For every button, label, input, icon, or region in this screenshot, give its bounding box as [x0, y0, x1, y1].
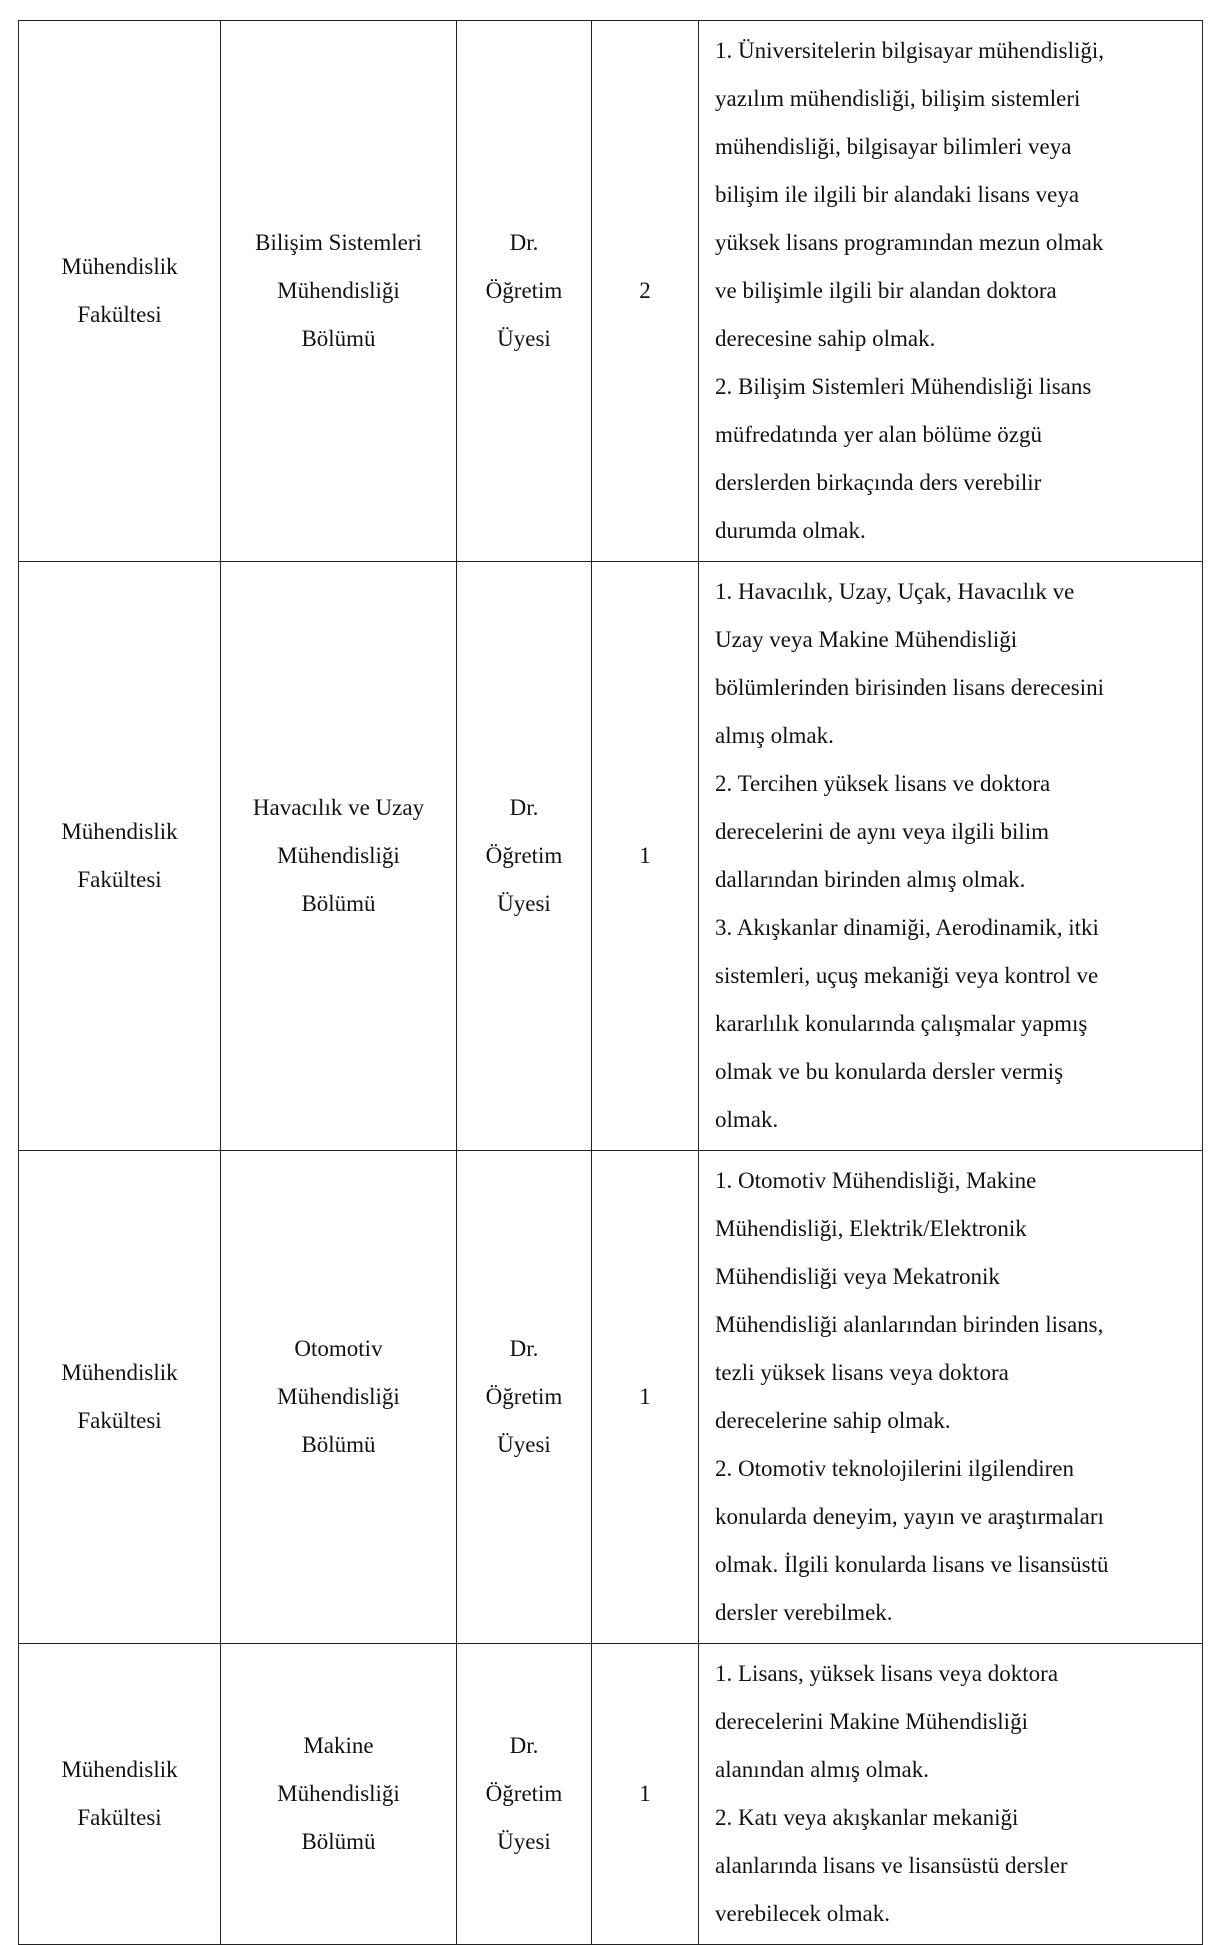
department-cell-line: Bölümü: [301, 1432, 376, 1457]
requirements-cell-line: dersler verebilmek.: [715, 1600, 893, 1625]
requirements-cell-line: olmak.: [715, 1107, 779, 1132]
requirements-cell-line: 1. Lisans, yüksek lisans veya doktora: [715, 1661, 1059, 1686]
requirements-cell-line: derslerden birkaçında ders verebilir: [715, 470, 1042, 495]
requirements-cell-line: 1. Üniversitelerin bilgisayar mühendisliği,: [715, 38, 1105, 63]
requirements-cell-line: ve bilişimle ilgili bir alandan doktora: [715, 278, 1057, 303]
title-cell-line: Öğretim: [485, 278, 563, 303]
department-cell: [221, 1151, 457, 1644]
department-cell-line: Mühendisliği: [277, 1781, 400, 1806]
title-cell-line: Öğretim: [485, 1384, 563, 1409]
department-cell: [221, 562, 457, 1151]
requirements-cell-line: almış olmak.: [715, 723, 834, 748]
title-cell-line: Öğretim: [485, 1781, 563, 1806]
count-cell: 1: [592, 562, 699, 1151]
faculty-cell-line: Fakültesi: [77, 1805, 162, 1830]
table-row: [19, 562, 1203, 1151]
requirements-cell-line: 3. Akışkanlar dinamiği, Aerodinamik, itki: [715, 915, 1099, 940]
faculty-cell-line: Mühendislik: [61, 254, 178, 279]
requirements-cell-line: sistemleri, uçuş mekaniği veya kontrol ve: [715, 963, 1099, 988]
title-cell: [457, 1644, 592, 1945]
requirements-cell: [699, 21, 1203, 562]
title-cell-line: Dr.: [509, 1733, 539, 1758]
count-cell: 1: [592, 1644, 699, 1945]
department-cell: [221, 21, 457, 562]
position-table-body: [19, 21, 1203, 1945]
title-cell: [457, 562, 592, 1151]
requirements-cell-line: 2. Bilişim Sistemleri Mühendisliği lisans: [715, 374, 1092, 399]
title-cell-line: Üyesi: [497, 326, 551, 351]
requirements-cell-line: derecelerini Makine Mühendisliği: [715, 1709, 1028, 1734]
faculty-cell-line: Fakültesi: [77, 1408, 162, 1433]
requirements-cell: [699, 1644, 1203, 1945]
requirements-cell-line: dallarından birinden almış olmak.: [715, 867, 1026, 892]
requirements-cell: [699, 562, 1203, 1151]
requirements-cell-line: olmak ve bu konularda dersler vermiş: [715, 1059, 1064, 1084]
requirements-cell-line: yazılım mühendisliği, bilişim sistemleri: [715, 86, 1081, 111]
requirements-cell-line: verebilecek olmak.: [715, 1901, 890, 1926]
requirements-cell-line: 2. Katı veya akışkanlar mekaniği: [715, 1805, 1019, 1830]
department-cell-line: Bölümü: [301, 326, 376, 351]
department-cell-line: Otomotiv: [294, 1336, 383, 1361]
title-cell-line: Öğretim: [485, 843, 563, 868]
requirements-cell-line: bilişim ile ilgili bir alandaki lisans veya: [715, 182, 1080, 207]
requirements-cell-line: mühendisliği, bilgisayar bilimleri veya: [715, 134, 1072, 159]
count-cell: 2: [592, 21, 699, 562]
department-cell-line: Mühendisliği: [277, 843, 400, 868]
department-cell-line: Makine: [303, 1733, 374, 1758]
faculty-cell-line: Mühendislik: [61, 819, 178, 844]
requirements-cell-line: Uzay veya Makine Mühendisliği: [715, 627, 1018, 652]
requirements-cell-line: bölümlerinden birisinden lisans derecesini: [715, 675, 1104, 700]
requirements-cell-line: alanlarında lisans ve lisansüstü dersler: [715, 1853, 1068, 1878]
faculty-cell: [19, 1151, 221, 1644]
requirements-cell-line: durumda olmak.: [715, 518, 866, 543]
department-cell-line: Havacılık ve Uzay: [252, 795, 425, 820]
requirements-cell-line: 1. Otomotiv Mühendisliği, Makine: [715, 1168, 1037, 1193]
requirements-cell-line: yüksek lisans programından mezun olmak: [715, 230, 1104, 255]
faculty-cell: [19, 21, 221, 562]
faculty-cell: [19, 562, 221, 1151]
title-cell-line: Üyesi: [497, 1432, 551, 1457]
position-table: [18, 20, 1203, 1945]
department-cell-line: Mühendisliği: [277, 1384, 400, 1409]
requirements-cell-line: konularda deneyim, yayın ve araştırmaları: [715, 1504, 1104, 1529]
table-row: [19, 1151, 1203, 1644]
faculty-cell-line: Mühendislik: [61, 1360, 178, 1385]
requirements-cell-line: Mühendisliği veya Mekatronik: [715, 1264, 1000, 1289]
title-cell: [457, 21, 592, 562]
title-cell-line: Üyesi: [497, 1829, 551, 1854]
title-cell: [457, 1151, 592, 1644]
title-cell-line: Dr.: [509, 230, 539, 255]
title-cell-line: Dr.: [509, 795, 539, 820]
requirements-cell: [699, 1151, 1203, 1644]
faculty-cell-line: Mühendislik: [61, 1757, 178, 1782]
faculty-cell: [19, 1644, 221, 1945]
table-row: [19, 21, 1203, 562]
department-cell-line: Mühendisliği: [277, 278, 400, 303]
department-cell-line: Bilişim Sistemleri: [255, 230, 422, 255]
requirements-cell-line: kararlılık konularında çalışmalar yapmış: [715, 1011, 1088, 1036]
title-cell-line: Üyesi: [497, 891, 551, 916]
requirements-cell-line: 2. Otomotiv teknolojilerini ilgilendiren: [715, 1456, 1075, 1481]
title-cell-line: Dr.: [509, 1336, 539, 1361]
faculty-cell-line: Fakültesi: [77, 302, 162, 327]
department-cell: [221, 1644, 457, 1945]
requirements-cell-line: Mühendisliği, Elektrik/Elektronik: [715, 1216, 1027, 1241]
requirements-cell-line: derecelerine sahip olmak.: [715, 1408, 951, 1433]
department-cell-line: Bölümü: [301, 891, 376, 916]
requirements-cell-line: 2. Tercihen yüksek lisans ve doktora: [715, 771, 1051, 796]
requirements-cell-line: derecesine sahip olmak.: [715, 326, 936, 351]
count-cell: 1: [592, 1151, 699, 1644]
requirements-cell-line: tezli yüksek lisans veya doktora: [715, 1360, 1009, 1385]
requirements-cell-line: Mühendisliği alanlarından birinden lisans,: [715, 1312, 1104, 1337]
requirements-cell-line: müfredatında yer alan bölüme özgü: [715, 422, 1042, 447]
requirements-cell-line: derecelerini de aynı veya ilgili bilim: [715, 819, 1050, 844]
faculty-cell-line: Fakültesi: [77, 867, 162, 892]
table-row: [19, 1644, 1203, 1945]
requirements-cell-line: 1. Havacılık, Uzay, Uçak, Havacılık ve: [715, 579, 1075, 604]
department-cell-line: Bölümü: [301, 1829, 376, 1854]
requirements-cell-line: olmak. İlgili konularda lisans ve lisansüstü: [715, 1552, 1109, 1577]
requirements-cell-line: alanından almış olmak.: [715, 1757, 929, 1782]
